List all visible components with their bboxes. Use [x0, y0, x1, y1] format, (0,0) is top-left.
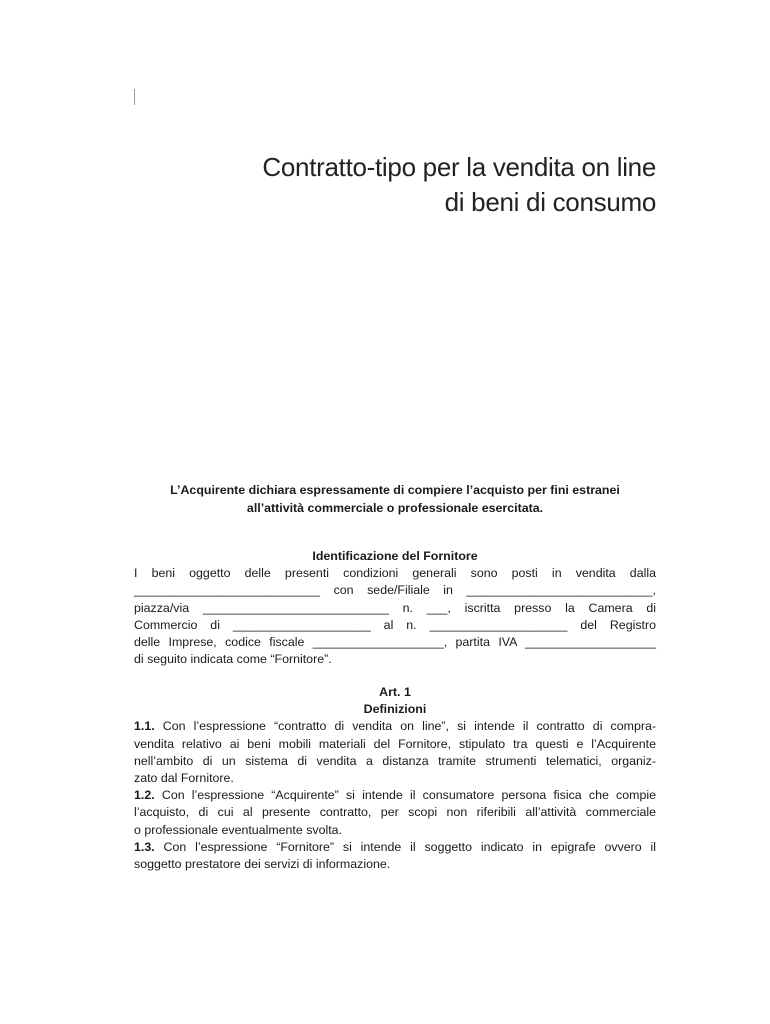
- text-line: soggetto prestatore dei servizi di informazione.: [134, 857, 391, 872]
- supplier-identification: [134, 548, 656, 668]
- title-line-1: Contratto-tipo per la vendita on line: [262, 152, 656, 182]
- clause-text: Con l’espressione “Fornitore” si intende il soggetto indicato in epigrafe ovvero il: [154, 839, 656, 854]
- declaration-line-2: all’attività commerciale o professionale esercitata.: [246, 501, 544, 515]
- text-line: I beni oggetto delle presenti condizioni generali sono posti in vendita dalla: [134, 566, 656, 581]
- text-line: piazza/via ___________________________ n. ___, iscritta presso la Camera di: [134, 600, 656, 615]
- text-line: [134, 839, 656, 856]
- identification-text: [134, 565, 656, 668]
- clause-number: 1.1.: [134, 719, 155, 734]
- article-title: Definizioni: [363, 702, 427, 717]
- declaration-line-1: L’Acquirente dichiara espressamente di compiere l’acquisto per fini estranei: [170, 483, 620, 497]
- text-line: [134, 718, 656, 735]
- clause-1-1: [134, 718, 656, 787]
- clause-number: 1.2.: [134, 788, 155, 803]
- clause-1-2: [134, 787, 656, 839]
- text-line: zato dal Fornitore.: [134, 771, 234, 786]
- clause-number: 1.3.: [134, 839, 155, 854]
- text-line: [134, 787, 656, 804]
- text-line: delle Imprese, codice fiscale ___________________, partita IVA ___________________: [134, 635, 656, 650]
- text-line: o professionale eventualmente svolta.: [134, 822, 343, 837]
- text-line: l’acquisto, di cui al presente contratto, per scopi non riferibili all’attività commerciale: [134, 805, 656, 820]
- text-line: Commercio di ____________________ al n. ____________________ del Registro: [134, 617, 656, 632]
- article-number: Art. 1: [379, 685, 411, 699]
- text-line: vendita relativo ai beni mobili materiali del Fornitore, stipulato tra questi e l’Acquirente: [134, 736, 656, 751]
- text-line: ___________________________ con sede/Filiale in ___________________________,: [134, 583, 656, 598]
- text-line: di seguito indicata come “Fornitore”.: [134, 652, 332, 667]
- text-line: nell’ambito di un sistema di vendita a distanza tramite strumenti telematici, organiz-: [134, 753, 656, 768]
- identification-heading: Identificazione del Fornitore: [312, 549, 478, 563]
- document-title: [262, 150, 656, 220]
- crop-mark: [134, 89, 135, 105]
- clause-text: Con l’espressione “Acquirente” si intende il consumatore persona fisica che compie: [154, 788, 656, 803]
- clause-text: Con l’espressione “contratto di vendita on line”, si intende il contratto di compra-: [154, 719, 656, 734]
- article-1: [134, 684, 656, 873]
- buyer-declaration: [134, 481, 656, 517]
- clause-1-3: [134, 839, 656, 873]
- title-line-2: di beni di consumo: [444, 187, 656, 217]
